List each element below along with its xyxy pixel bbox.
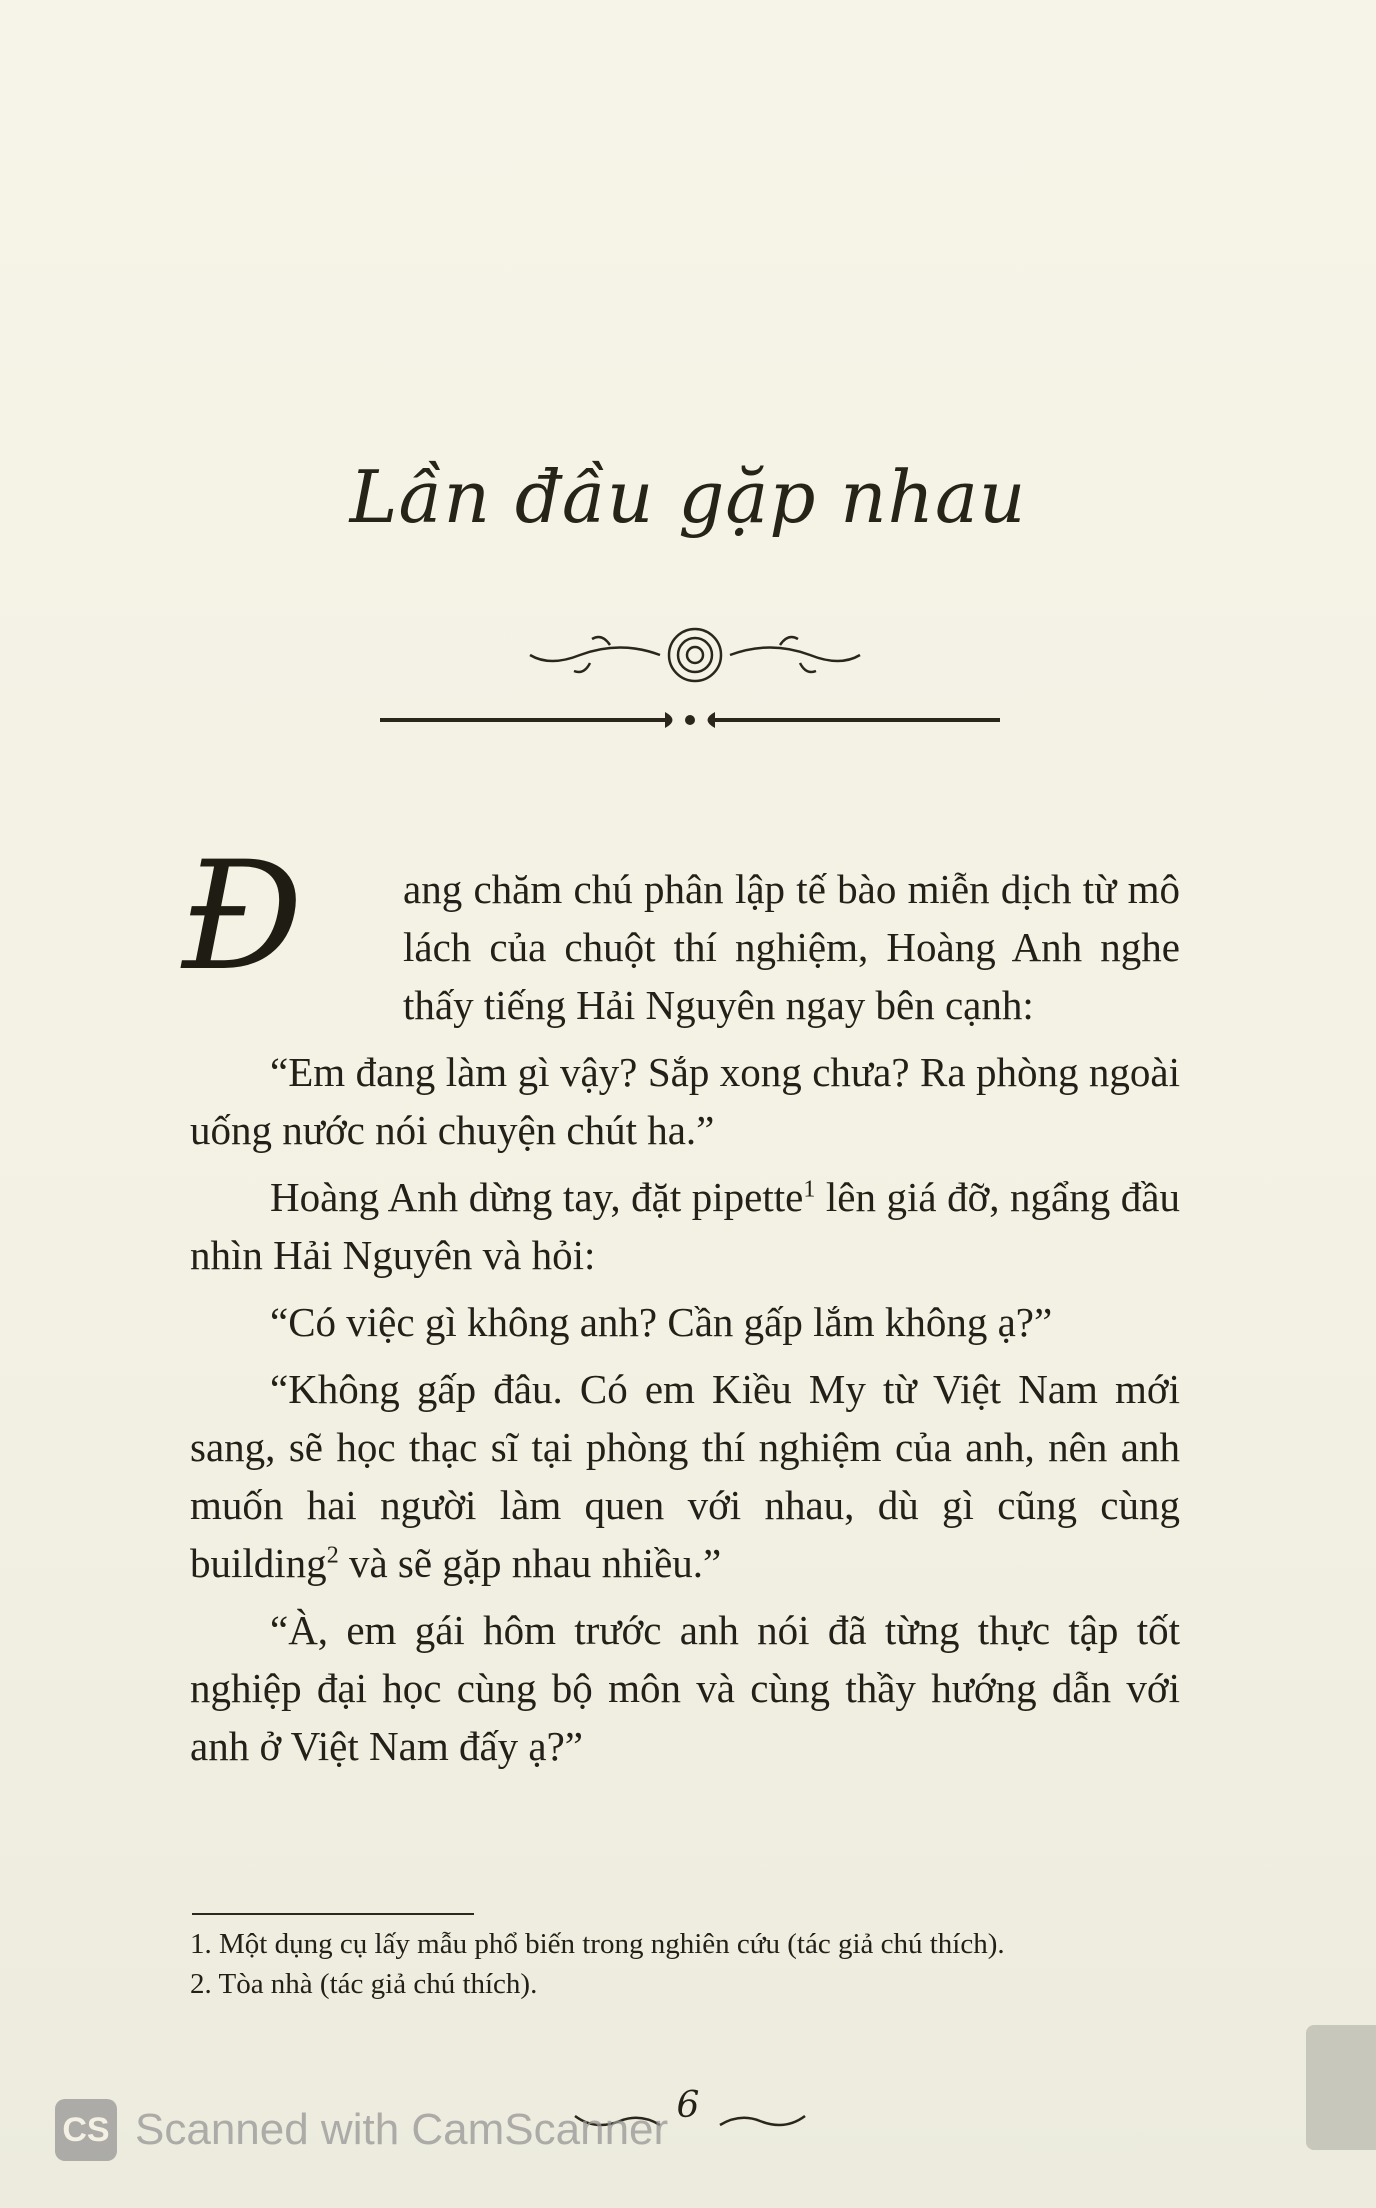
page-edge-tab [1306,2025,1376,2150]
paragraph-text: Hoàng Anh dừng tay, đặt pipette [270,1174,804,1220]
paragraph [182,830,1180,1034]
paragraph-text: lên giá đỡ, ngẩng đầu nhìn Hải Nguyên và hỏi: [190,1174,1180,1278]
paragraph: “Em đang làm gì vậy? Sắp xong chưa? Ra phòng ngoài uống nước nói chuyện chút ha.” [190,1049,1180,1153]
paragraph-text: “Không gấp đâu. Có em Kiều My từ Việt Nam mới sang, sẽ học thạc sĩ tại phòng thí nghiệm của anh, nên anh muốn hai người làm quen với nhau, dù gì cũng cùng building [190,1366,1180,1586]
footnotes [190,1924,1190,2004]
page-number: 6 [676,2085,700,2126]
paragraph [190,1168,1180,1284]
paragraph: “Có việc gì không anh? Cần gấp lắm không ạ?” [270,1299,1053,1345]
paragraph [190,1360,1180,1592]
watermark-text: Scanned with CamScanner [135,2105,669,2154]
chapter-body [182,830,1180,1784]
footnote-ref: 1 [803,1176,816,1203]
footnote-ref: 2 [326,1542,339,1569]
footnote-divider [192,1913,474,1915]
chapter-title: Lần đầu gặp nhau [349,455,1027,539]
flourish-ornament [360,615,1000,745]
footnote: 2. Tòa nhà (tác giả chú thích). [190,1968,538,2000]
footnote: 1. Một dụng cụ lấy mẫu phổ biến trong nghiên cứu (tác giả chú thích). [190,1928,1005,1960]
drop-cap: Đ [182,830,304,1004]
paragraph: “À, em gái hôm trước anh nói đã từng thực tập tốt nghiệp đại học cùng bộ môn và cùng thầy hướng dẫn với anh ở Việt Nam đấy ạ?” [190,1607,1180,1769]
paragraph-text: ang chăm chú phân lập tế bào miễn dịch từ mô lách của chuột thí nghiệm, Hoàng Anh nghe thấy tiếng Hải Nguyên ngay bên cạnh: [403,866,1180,1028]
paragraph-text: và sẽ gặp nhau nhiều.” [338,1540,722,1586]
scanner-watermark [55,2098,668,2162]
camscanner-logo-icon: CS [55,2099,117,2161]
